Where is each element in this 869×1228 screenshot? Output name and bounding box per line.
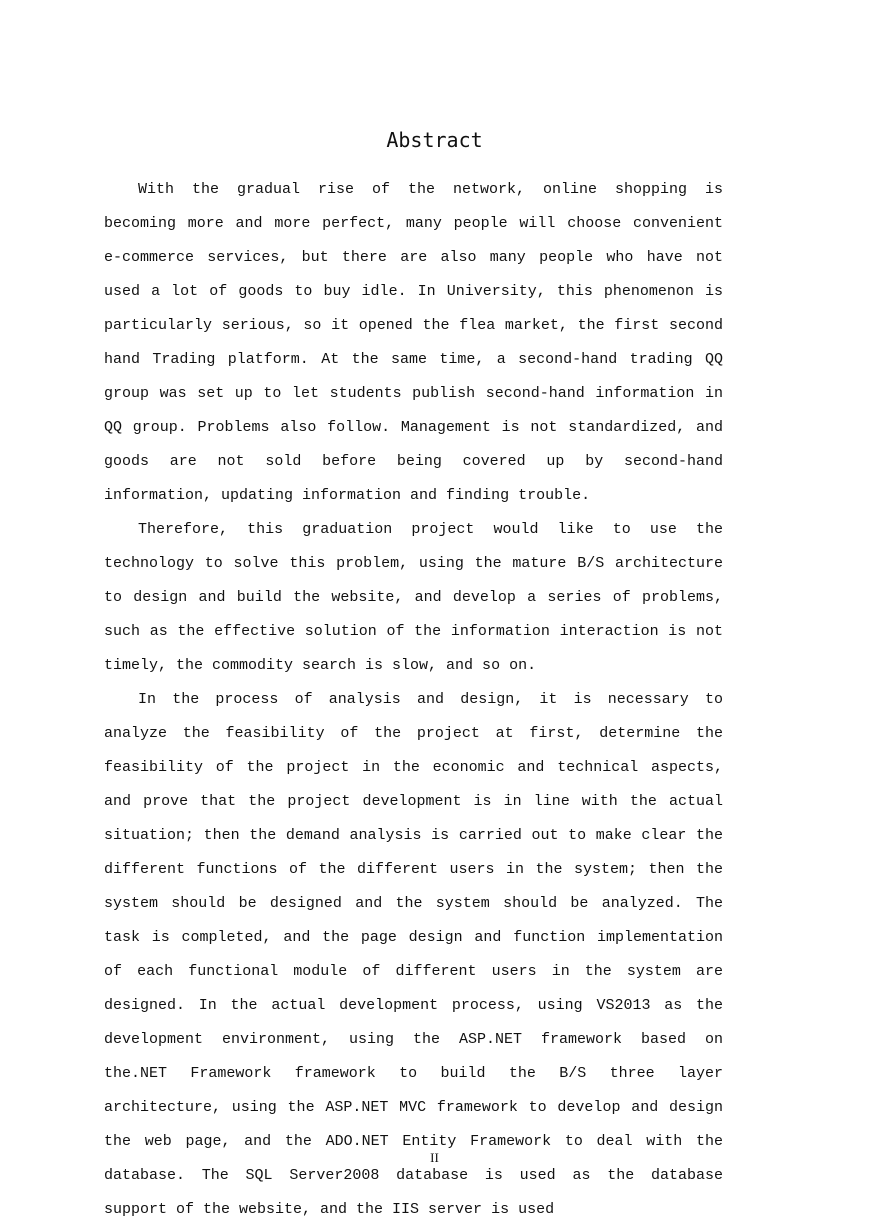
abstract-body [104,173,723,1227]
abstract-title: Abstract [386,128,483,152]
abstract-paragraph-2: Therefore, this graduation project would like to use the technology to solve this problem, using the mature B/S architecture to design and build the website, and develop a series of problems, such as the effective solution of the information interaction is not timely, the commodity search is slow, and so on. [104,521,723,674]
abstract-paragraph-3: In the process of analysis and design, it is necessary to analyze the feasibility of the project at first, determine the feasibility of the project in the economic and technical aspects, and prove that the project development is in line with the actual situation; then the demand analysis is carried out to make clear the different functions of the different users in the system; then the system should be designed and the system should be analyzed. The task is completed, and the page design and function implementation of each functional module of different users in the system are designed. In the actual development process, using VS2013 as the development environment, using the ASP.NET framework based on the.NET Framework framework to build the B/S three layer architecture, using the ASP.NET MVC framework to develop and design the web page, and the ADO.NET Entity Framework to deal with the database. The SQL Server2008 database is used as the database support of the website, and the IIS server is used [104,691,723,1218]
page-number: II [430,1150,439,1165]
abstract-paragraph-1: With the gradual rise of the network, online shopping is becoming more and more perfect, many people will choose convenient e-commerce services, but there are also many people who have not used a lot of goods to buy idle. In University, this phenomenon is particularly serious, so it opened the flea market, the first second hand Trading platform. At the same time, a second-hand trading QQ group was set up to let students publish second-hand information in QQ group. Problems also follow. Management is not standardized, and goods are not sold before being covered up by second-hand information, updating information and finding trouble. [104,181,723,504]
